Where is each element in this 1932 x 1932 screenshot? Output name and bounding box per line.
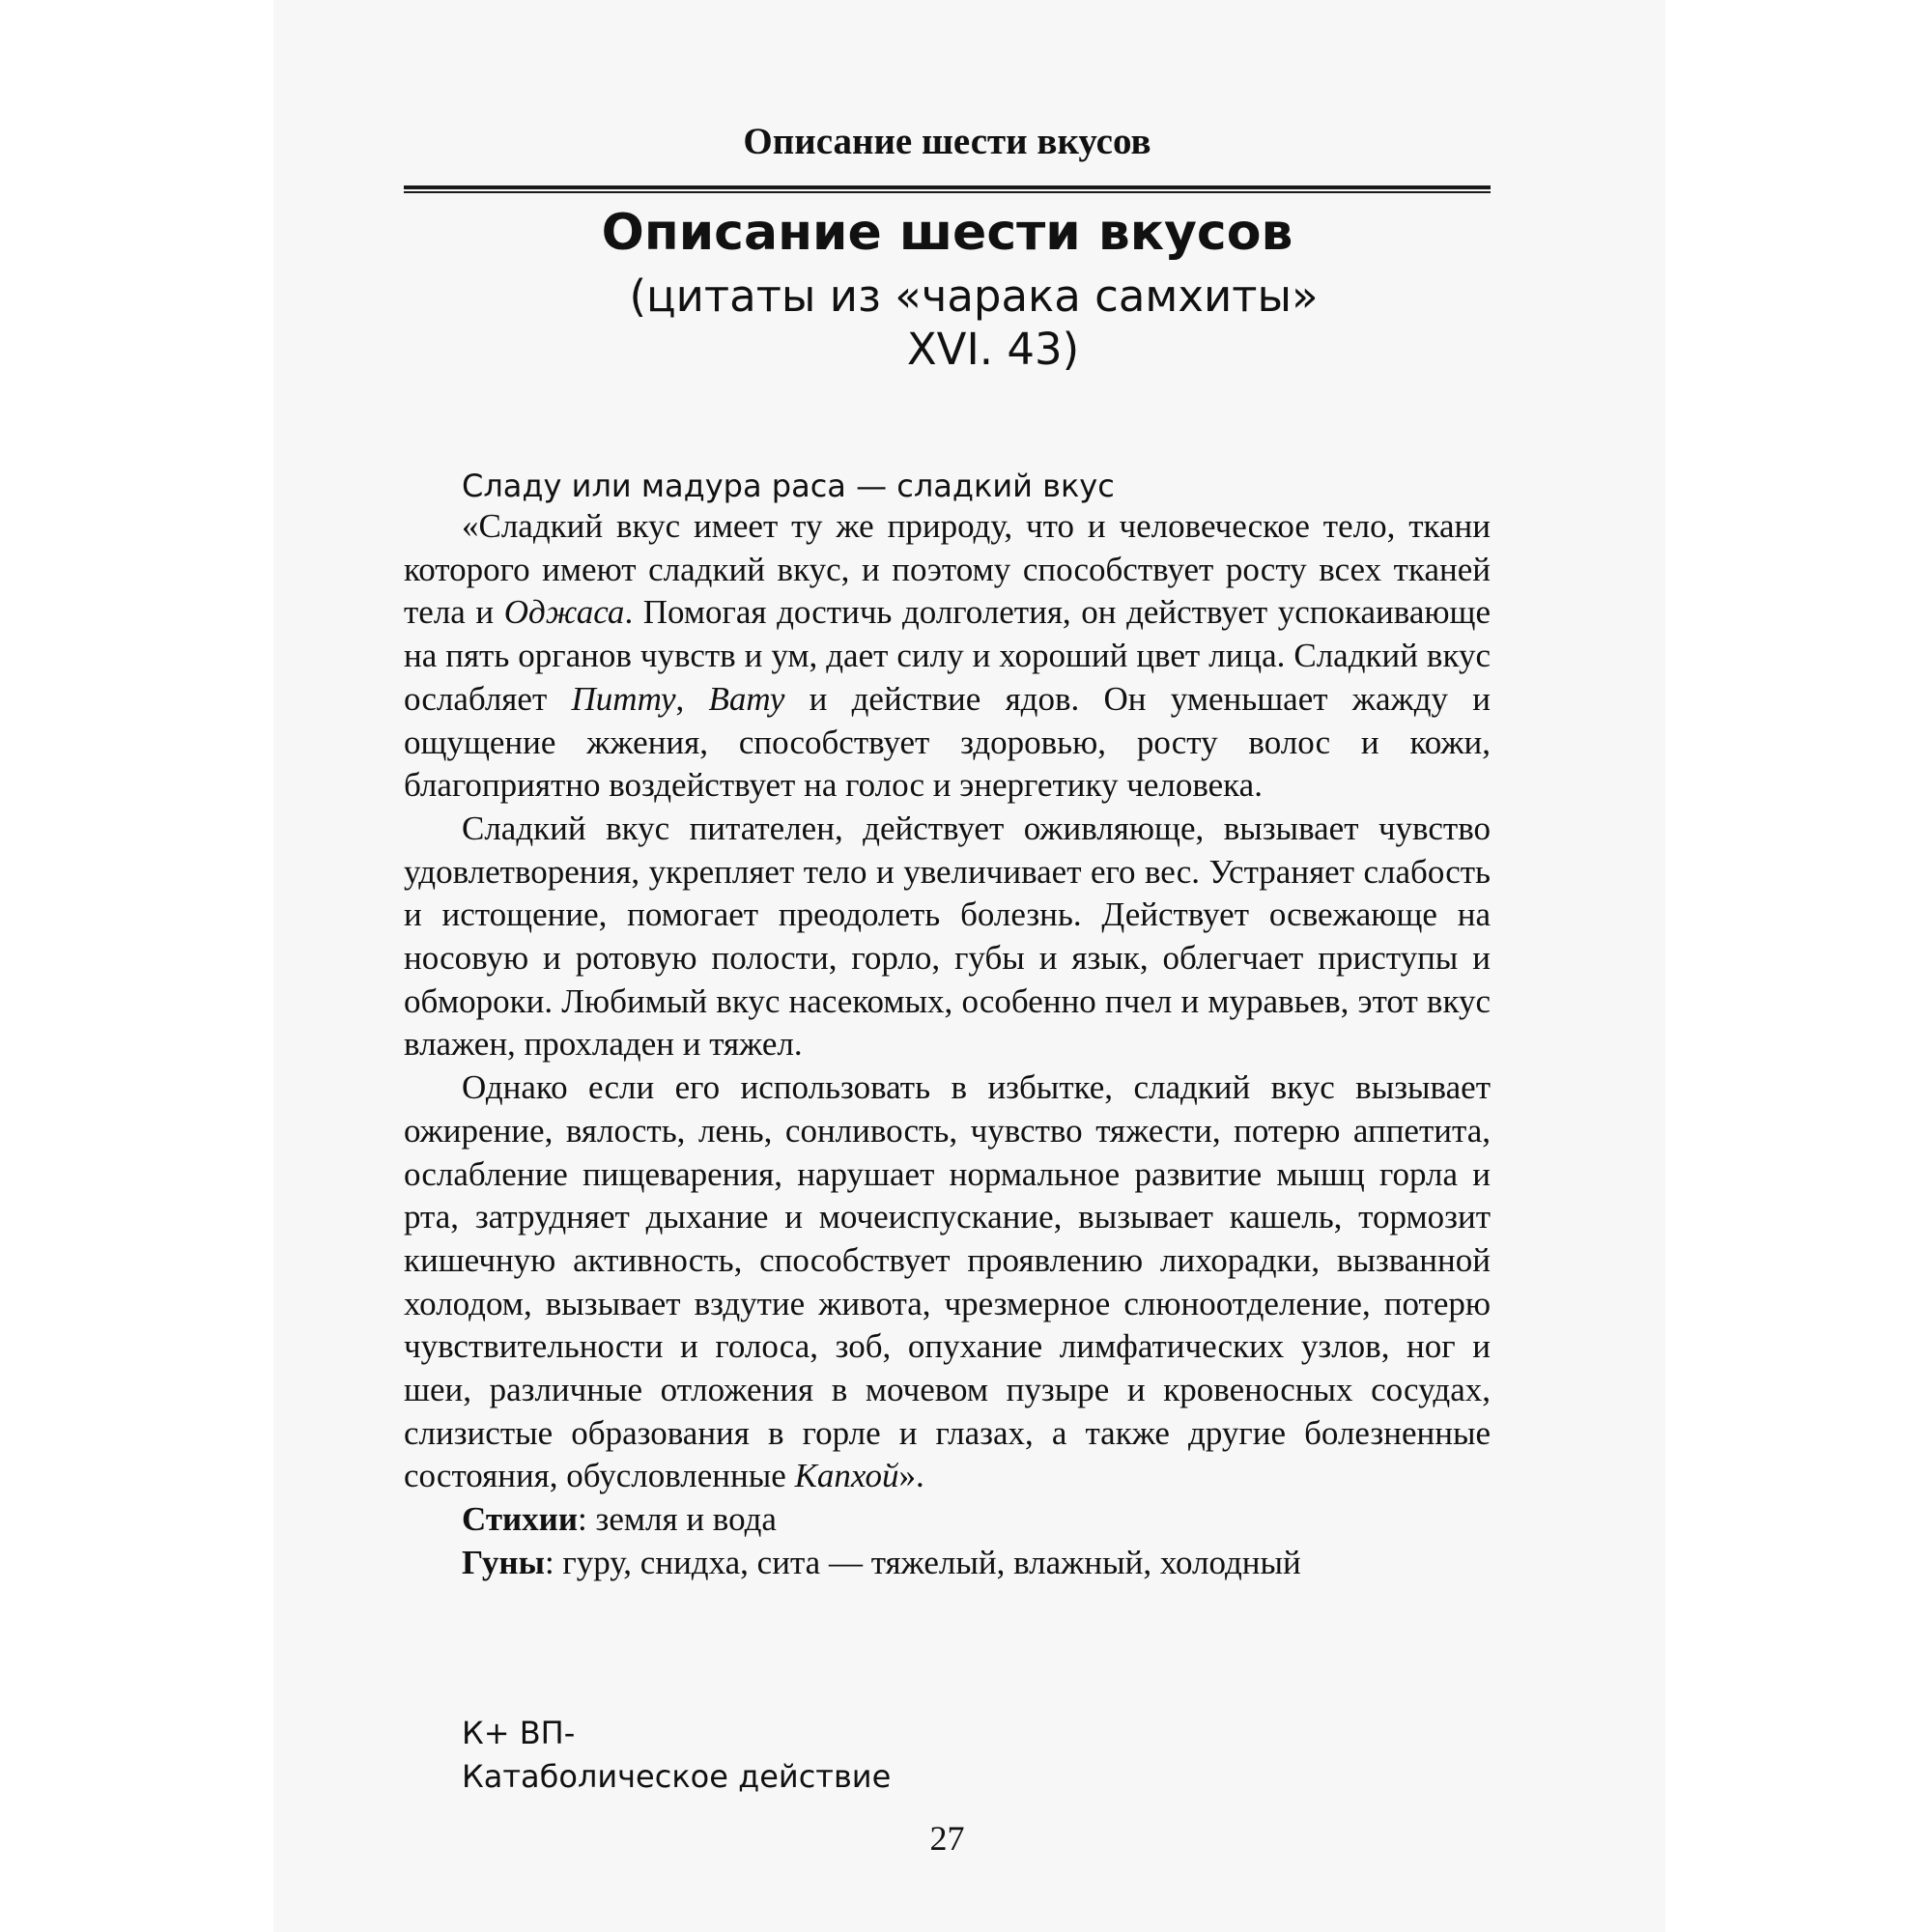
chapter-subtitle — [404, 270, 1491, 377]
section-heading: Сладу или мадура раса — сладкий вкус — [462, 468, 1115, 504]
body-text — [404, 505, 1491, 1585]
action-line: Катаболическое действие — [462, 1758, 892, 1795]
header-rule — [404, 185, 1491, 193]
paragraph-1: «Сладкий вкус имеет ту же природу, что и человеческое тело, ткани которого имеют сладкий вкус, и поэтому способствует росту всех тканей тела и Оджаса. Помогая достичь долголетия, он действует успокаивающе на пять органов чувств и ум, дает силу и хороший цвет лица. Сладкий вкус ослабляет Питту, Вату и действие ядов. Он уменьшает жажду и ощущение жжения, способствует здоровью, росту волос и кожи, благоприятно воздействует на голос и энергетику человека. — [404, 507, 1491, 805]
subtitle-line-2: XVI. 43) — [906, 323, 1080, 375]
paragraph-2: Сладкий вкус питателен, действует оживляюще, вызывает чувство удовлетворения, укрепляет тело и увеличивает его вес. Устраняет слабость и истощение, помогает преодолеть болезнь. Действует освежающе на носовую и ротовую полости, горло, губы и язык, облегчает приступы и обмороки. Любимый вкус насекомых, особенно пчел и муравьев, этот вкус влажен, прохладен и тяжел. — [404, 809, 1491, 1064]
elements-line: Стихии: земля и вода — [462, 1500, 777, 1539]
subtitle-line-1: (цитаты из «чарака самхиты» — [629, 270, 1319, 322]
page-number: 27 — [929, 1819, 965, 1858]
paragraph-3: Однако если его использовать в избытке, сладкий вкус вызывает ожирение, вялость, лень, сонливость, чувство тяжести, потерю аппетита, ослабление пищеварения, нарушает нормальное развитие мышц горла и рта, затрудняет дыхание и мочеиспускание, вызывает кашель, тормозит кишечную активность, способствует проявлению лихорадки, вызванной холодом, вызывает вздутие живота, чрезмерное слюноотделение, потерю чувствительности и голоса, зоб, опухание лимфатических узлов, ног и шеи, различные отложения в мочевом пузыре и кровеносных сосудах, слизистые образования в горле и глазах, а также другие болезненные состояния, обусловленные Капхой». — [404, 1068, 1491, 1495]
running-head: Описание шести вкусов — [743, 121, 1151, 162]
dosha-effect: К+ ВП- — [462, 1715, 576, 1751]
gunas-line: Гуны: гуру, снидха, сита — тяжелый, влажный, холодный — [462, 1543, 1301, 1581]
chapter-title: Описание шести вкусов — [601, 204, 1293, 262]
book-page — [273, 0, 1665, 1932]
